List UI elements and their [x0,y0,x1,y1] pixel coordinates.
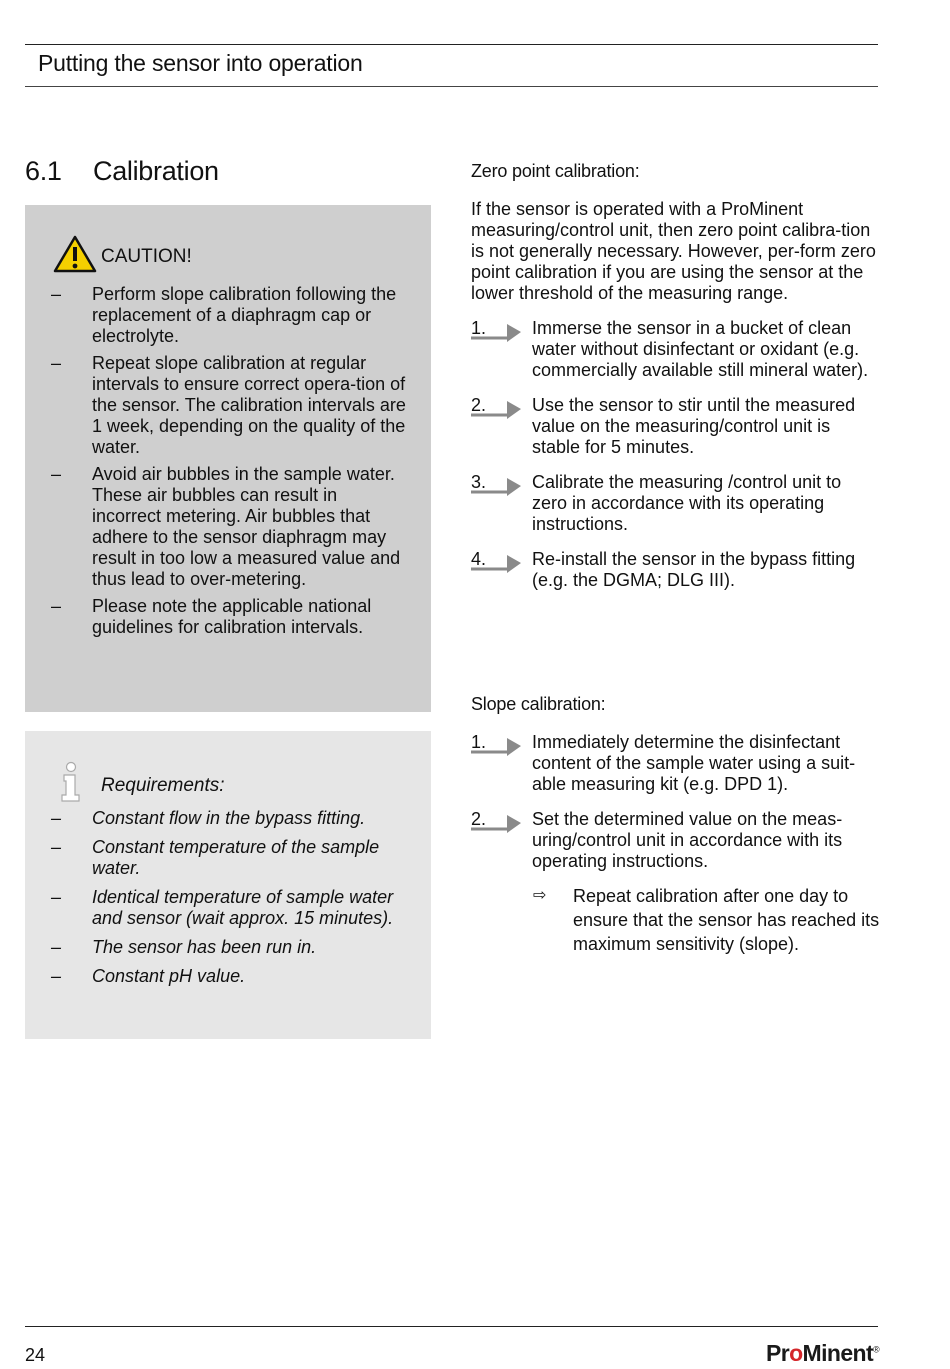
list-item: – Constant pH value. [51,966,246,986]
step-item [471,809,881,872]
step-item [471,395,881,458]
requirement-text: The sensor has been run in. [92,937,317,957]
footer-rule [25,1326,878,1327]
slope-section [471,694,881,956]
step-item [471,732,881,795]
requirements-header [53,761,225,808]
requirement-text: Constant temperature of the sample water. [92,837,380,878]
brand-logo: ProMinent® [766,1340,880,1366]
step-arrow-icon [471,322,523,344]
step-item [471,549,881,591]
list-item: – Constant temperature of the sample water. [51,837,380,878]
section-number: 6.1 [25,156,62,186]
header-bottom-rule [25,86,878,87]
step-marker [471,318,523,344]
caution-item-text: Please note the applicable national guidelines for calibration intervals. [92,596,372,637]
info-icon [53,761,89,808]
step-number: 1. [471,318,487,338]
step-marker [471,732,523,758]
step-number: 2. [471,395,487,415]
requirements-label: Requirements: [101,774,225,796]
result-arrow-icon: ⇨ [533,887,547,904]
step-arrow-icon [471,476,523,498]
slope-heading: Slope calibration: [471,694,606,714]
step-marker [471,395,523,421]
step-text: Re-install the sensor in the bypass fitting (e.g. the DGMA; DLG III). [532,549,856,590]
result-note [471,884,881,956]
zero-point-steps [471,318,881,591]
step-text: Use the sensor to stir until the measured value on the measuring/control unit is stable for 5 minutes. [532,395,856,457]
step-item [471,472,881,535]
caution-header [53,235,192,278]
step-text: Immerse the sensor in a bucket of clean water without disinfectant or oxidant (e.g. commercially available still mineral water). [532,318,869,380]
page-number: 24 [25,1345,46,1365]
list-item: – Perform slope calibration following the replacement of a diaphragm cap or electrolyte. [51,284,397,346]
list-item: – Please note the applicable national guidelines for calibration intervals. [51,596,372,637]
requirements-list [25,808,431,995]
step-arrow-icon [471,553,523,575]
zero-point-section [471,161,881,605]
step-number: 3. [471,472,487,492]
step-number: 1. [471,732,487,752]
step-marker [471,549,523,575]
list-item: – Avoid air bubbles in the sample water. These air bubbles can result in incorrect metering. Air bubbles that adhere to the sensor diaphragm may result in too low a measured value and thus lead to over-metering. [51,464,401,589]
zero-point-heading: Zero point calibration: [471,161,640,181]
section-title: Calibration [93,156,219,186]
step-text: Immediately determine the disinfectant content of the sample water using a suit-able measuring kit (e.g. DPD 1). [532,732,856,794]
requirements-box [25,731,431,1039]
requirement-text: Constant flow in the bypass fitting. [92,808,366,828]
step-arrow-icon [471,813,523,835]
section-heading [25,156,219,187]
step-number: 4. [471,549,487,569]
list-item: – The sensor has been run in. [51,937,317,957]
step-number: 2. [471,809,487,829]
list-item: – Identical temperature of sample water and sensor (wait approx. 15 minutes). [51,887,394,928]
step-arrow-icon [471,736,523,758]
list-item: – Constant flow in the bypass fitting. [51,808,366,828]
caution-list [25,284,431,644]
requirement-text: Identical temperature of sample water and sensor (wait approx. 15 minutes). [92,887,394,928]
step-marker [471,472,523,498]
step-marker [471,809,523,835]
caution-item-text: Perform slope calibration following the replacement of a diaphragm cap or electrolyte. [92,284,397,346]
result-text: Repeat calibration after one day to ensure that the sensor has reached its maximum sensitivity (slope). [573,886,880,954]
list-item: – Repeat slope calibration at regular intervals to ensure correct opera-tion of the sensor. The calibration intervals are 1 week, depending on the quality of the water. [51,353,406,457]
caution-item-text: Avoid air bubbles in the sample water. These air bubbles can result in incorrect metering. Air bubbles that adhere to the sensor diaphragm may result in too low a measured value and thus lead to over-metering. [92,464,401,589]
warning-triangle-icon [53,235,97,278]
caution-item-text: Repeat slope calibration at regular intervals to ensure correct opera-tion of the sensor. The calibration intervals are 1 week, depending on the quality of the water. [92,353,406,457]
slope-steps [471,732,881,872]
caution-label: CAUTION! [101,245,192,267]
page-header-title: Putting the sensor into operation [38,50,363,76]
step-text: Calibrate the measuring /control unit to zero in accordance with its operating instructions. [532,472,842,534]
step-arrow-icon [471,399,523,421]
zero-point-intro: If the sensor is operated with a ProMinent measuring/control unit, then zero point calibra-tion is not generally necessary. However, per-form zero point calibration if you are using the sensor at the lower threshold of the measuring range. [471,199,876,303]
header-top-rule [25,44,878,45]
requirement-text: Constant pH value. [92,966,246,986]
caution-box [25,205,431,712]
step-text: Set the determined value on the meas-uring/control unit in accordance with its operating instructions. [532,809,843,871]
step-item [471,318,881,381]
